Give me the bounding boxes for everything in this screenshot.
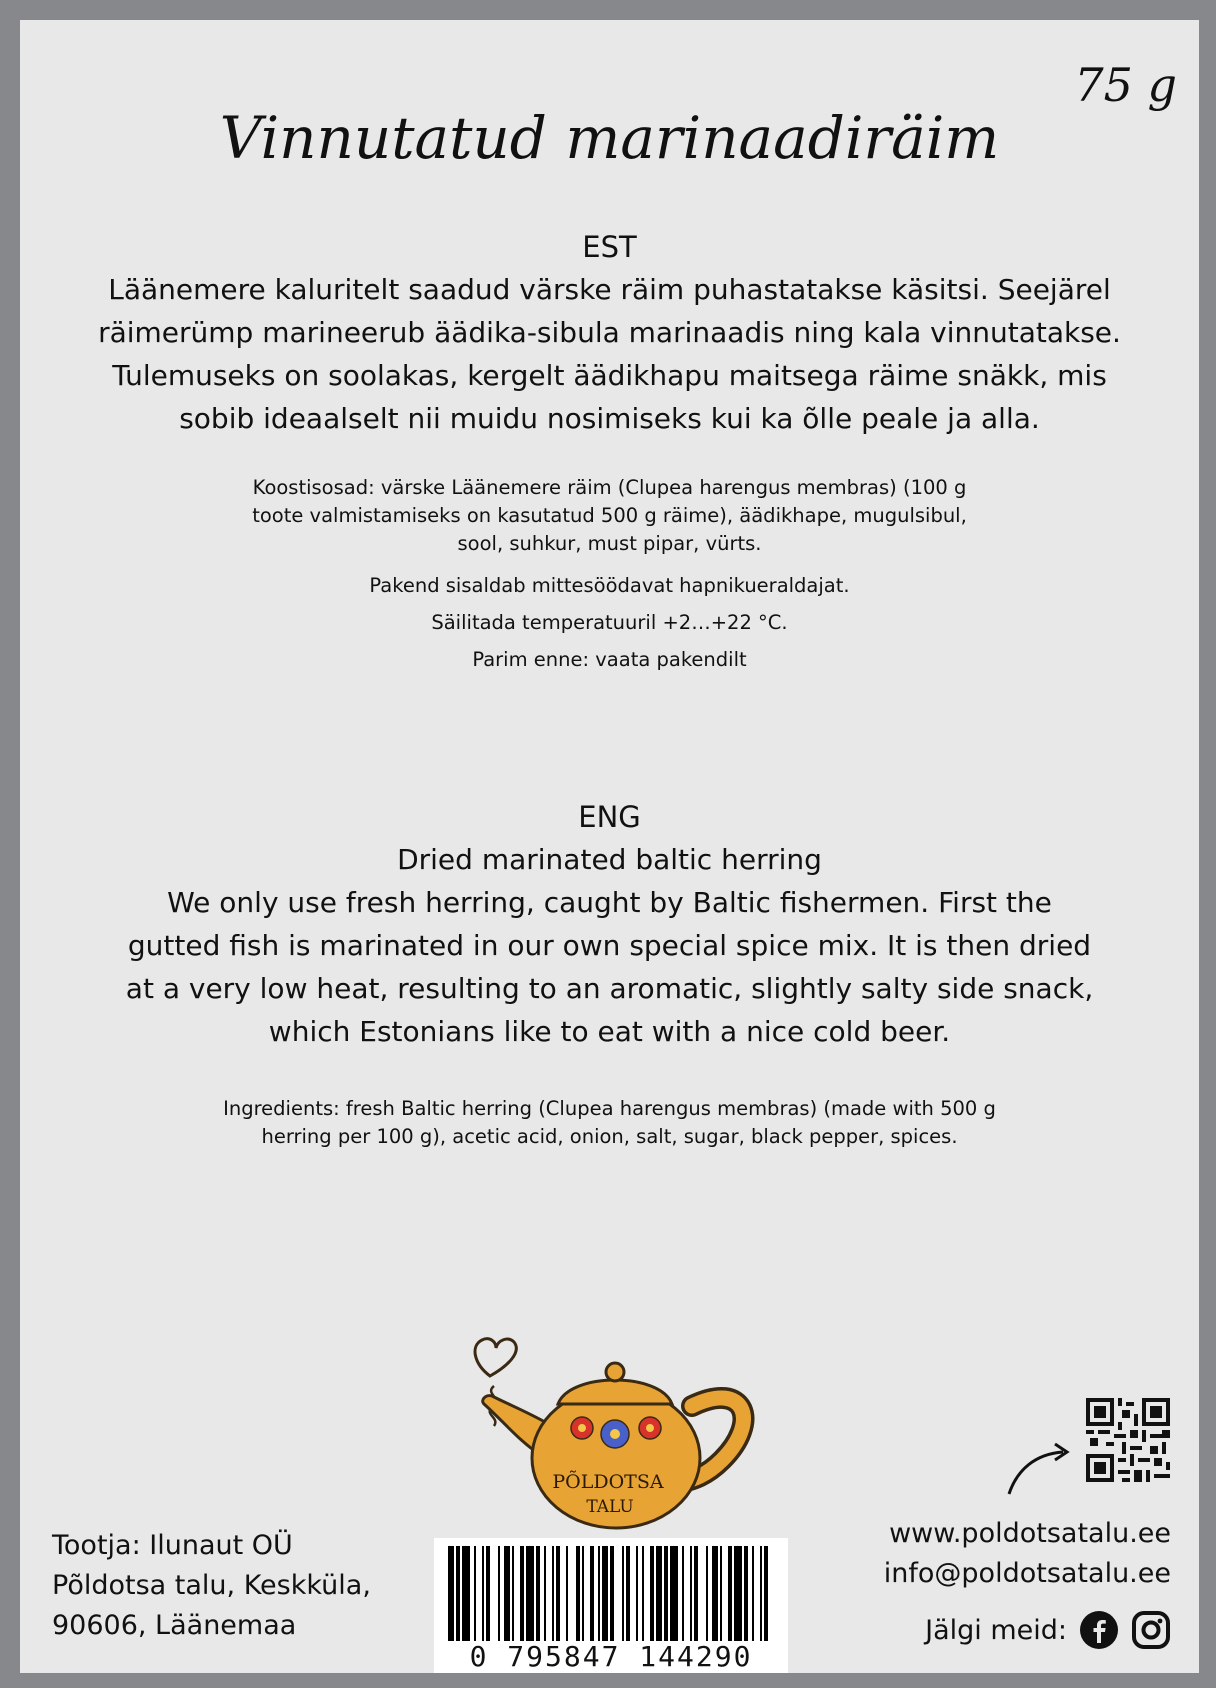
- barcode-bar: [720, 1546, 722, 1648]
- barcode-bar: [664, 1546, 668, 1648]
- curved-arrow-icon: [1005, 1440, 1085, 1500]
- eng-ingredients-line: Ingredients: fresh Baltic herring (Clupea harengus membras) (made with 500 g: [223, 1097, 996, 1120]
- est-description-line: räimerümp marineerub äädika-sibula marinaadis ning kala vinnutatakse.: [98, 316, 1121, 349]
- barcode-bar: [448, 1546, 454, 1648]
- best-before-note: Parim enne: vaata pakendilt: [472, 648, 747, 671]
- barcode-bar: [590, 1546, 594, 1648]
- producer-line: Põldotsa talu, Keskküla,: [52, 1570, 371, 1601]
- est-ingredients: [60, 474, 1159, 558]
- barcode-bar: [712, 1546, 718, 1648]
- barcode-bar: [582, 1546, 584, 1648]
- barcode-bar: [566, 1546, 568, 1648]
- producer-info: [52, 1526, 371, 1646]
- barcode-bar: [536, 1546, 540, 1648]
- barcode-bar: [526, 1546, 534, 1648]
- red-flower-icon: [639, 1417, 661, 1439]
- est-description-line: Tulemuseks on soolakas, kergelt äädikhapu maitsega räime snäkk, mis: [112, 359, 1107, 392]
- barcode-bar: [498, 1546, 500, 1648]
- barcode-bar: [552, 1546, 554, 1648]
- barcode-bar: [602, 1546, 608, 1648]
- barcode-bar: [512, 1546, 514, 1648]
- barcode-bar: [456, 1546, 460, 1648]
- eng-subtitle: Dried marinated baltic herring: [397, 843, 822, 876]
- est-description-line: Läänemere kaluritelt saadud värske räim puhastatakse käsitsi. Seejärel: [108, 273, 1111, 306]
- eng-description-line: gutted fish is marinated in our own special spice mix. It is then dried: [127, 929, 1092, 962]
- barcode-bar: [670, 1546, 678, 1648]
- teapot-logo: [460, 1310, 780, 1540]
- barcode-bar: [706, 1546, 708, 1648]
- eng-description: [60, 881, 1159, 1053]
- blue-flower-icon: [601, 1420, 629, 1448]
- est-description: [60, 268, 1159, 440]
- barcode-bar: [734, 1546, 742, 1648]
- storage-note: Säilitada temperatuuril +2…+22 °C.: [431, 611, 788, 634]
- barcode-bar: [694, 1546, 698, 1648]
- est-notes: [60, 572, 1159, 683]
- barcode-bar: [752, 1546, 754, 1648]
- eng-section: [60, 796, 1159, 1053]
- barcode-bar: [462, 1546, 470, 1648]
- barcode-bar: [474, 1546, 476, 1648]
- est-heading: EST: [582, 230, 637, 264]
- est-ingredients-line: sool, suhkur, must pipar, vürts.: [457, 532, 762, 555]
- est-ingredients-line: Koostisosad: värske Läänemere räim (Clupea harengus membras) (100 g: [252, 476, 967, 499]
- logo-text-line2: TALU: [586, 1497, 634, 1517]
- net-weight: 75 g: [1074, 58, 1177, 112]
- product-label: [20, 20, 1199, 1673]
- eng-description-line: at a very low heat, resulting to an aromatic, slightly salty side snack,: [125, 972, 1094, 1005]
- follow-us: [925, 1610, 1171, 1650]
- facebook-icon[interactable]: [1079, 1610, 1119, 1650]
- product-title: Vinnutatud marinaadiräim: [219, 104, 1000, 172]
- barcode-bar: [744, 1546, 748, 1648]
- barcode-bar: [760, 1546, 762, 1648]
- eng-ingredients-line: herring per 100 g), acetic acid, onion, salt, sugar, black pepper, spices.: [261, 1125, 958, 1148]
- instagram-icon[interactable]: [1131, 1610, 1171, 1650]
- qr-code-icon[interactable]: [1086, 1398, 1170, 1482]
- eng-ingredients: [60, 1095, 1159, 1151]
- barcode-bar: [598, 1546, 600, 1648]
- barcode-bar: [556, 1546, 560, 1648]
- barcode-bar: [626, 1546, 630, 1648]
- est-section: [60, 226, 1159, 440]
- follow-label: Jälgi meid:: [925, 1614, 1067, 1646]
- barcode-bar: [636, 1546, 638, 1648]
- barcode-bar: [690, 1546, 692, 1648]
- barcode-bar: [576, 1546, 580, 1648]
- red-flower-icon: [571, 1417, 593, 1439]
- barcode-bar: [656, 1546, 662, 1648]
- barcode-bar: [486, 1546, 490, 1648]
- eng-description-line: We only use fresh herring, caught by Baltic fishermen. First the: [167, 886, 1052, 919]
- producer-line: 90606, Läänemaa: [52, 1610, 297, 1641]
- barcode-bar: [504, 1546, 510, 1648]
- website-link[interactable]: www.poldotsatalu.ee: [889, 1518, 1171, 1549]
- barcode-bar: [482, 1546, 484, 1648]
- barcode-bar: [622, 1546, 624, 1648]
- barcode-bar: [520, 1546, 524, 1648]
- barcode-bar: [544, 1546, 546, 1648]
- email-link[interactable]: info@poldotsatalu.ee: [883, 1558, 1171, 1589]
- est-ingredients-line: toote valmistamiseks on kasutatud 500 g räime), äädikhape, mugulsibul,: [252, 504, 967, 527]
- oxygen-absorber-note: Pakend sisaldab mittesöödavat hapnikueraldajat.: [369, 574, 850, 597]
- barcode-bar: [650, 1546, 654, 1648]
- barcode-bar: [764, 1546, 768, 1648]
- barcode-bar: [610, 1546, 614, 1648]
- barcode-number: 0 795847 144290: [434, 1641, 788, 1673]
- barcode-bar: [682, 1546, 684, 1648]
- barcode-bars: [434, 1538, 788, 1648]
- eng-description-line: which Estonians like to eat with a nice cold beer.: [268, 1015, 951, 1048]
- barcode-bar: [728, 1546, 732, 1648]
- barcode-bar: [642, 1546, 644, 1648]
- contacts: [884, 1514, 1171, 1594]
- eng-heading: ENG: [578, 800, 641, 834]
- producer-line: Tootja: Ilunaut OÜ: [52, 1530, 293, 1561]
- est-description-line: sobib ideaalselt nii muidu nosimiseks kui ka õlle peale ja alla.: [179, 402, 1040, 435]
- logo-text-line1: PÕLDOTSA: [552, 1471, 664, 1493]
- barcode: [434, 1538, 788, 1673]
